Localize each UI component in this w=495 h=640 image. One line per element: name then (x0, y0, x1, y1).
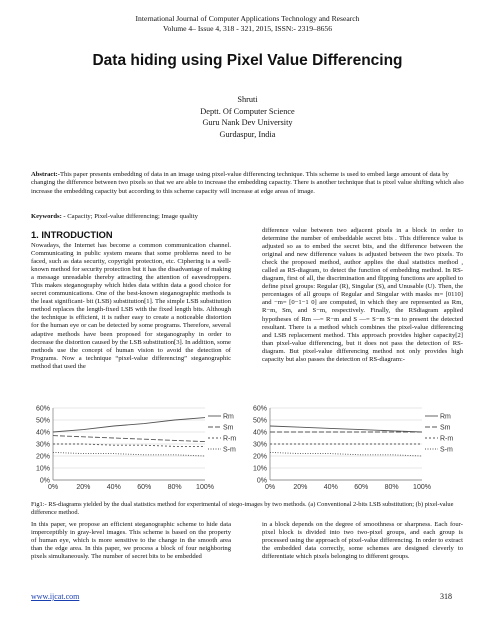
y-tick-label: 10% (252, 465, 267, 473)
y-tick-label: 10% (35, 465, 50, 473)
y-tick-label: 40% (35, 429, 50, 437)
y-tick-label: 0% (39, 477, 50, 485)
author-block (0, 94, 495, 140)
author-dept: Deptt. Of Computer Science (200, 106, 295, 116)
legend-label: Rm (440, 413, 451, 421)
series-line-s-m (53, 452, 205, 456)
legend-label: S-m (223, 446, 236, 454)
intro-column-left: Nowadays, the Internet has become a common communication channel. Communicating in public system means that some problems need to be faced, such as data security, copyright protection, etc. Ciphering is a well-known method for security protection but it has the disadvantage of making a message unreadable thereby attracting the attention of eavesdroppers. This makes steganography which hides data within data a good choice for secret communications. One of the best-known steganographic methods is the least significant- bit (LSB) substitution[1]. The simple LSB substitution method replaces the length-fixed LSB with the fixed length bits. Although the technique is efficient, it is rather easy to create a noticeable distortion for the human eye or can be detected by some programs. Therefore, several adaptive methods have been proposed for steganography in order to decrease the distortion caused by the LSB substitution[3]. In addition, some methods use the concept of human vision to avoid the detection of Programs. Now a technique “pixel-value differencing” steganographic method that used the (31, 242, 231, 370)
x-tick-label: 60% (354, 484, 369, 491)
y-tick-label: 20% (252, 453, 267, 461)
series-line-s-m (270, 452, 422, 456)
section-heading: 1. INTRODUCTION (31, 230, 113, 240)
series-line-r-m (53, 444, 205, 446)
abstract-text: This paper presents embedding of data in an image using pixel-value differencing technique. This scheme is used to embed large amount of data by changing the difference between two pixels so that we are able to increase the embedding capacity. There is another technique that is pixel value shifting which also increase the embedding capacity but according to this scheme capacity will increase at edge areas of image. (31, 171, 464, 195)
rs-diagram-b (248, 402, 464, 498)
x-tick-label: 0% (47, 484, 59, 491)
page-number: 318 (440, 592, 452, 601)
author-university: Guru Nank Dev University (202, 118, 293, 127)
y-tick-label: 60% (252, 405, 267, 413)
paper-title: Data hiding using Pixel Value Differencing (92, 52, 403, 69)
x-tick-label: 80% (384, 484, 399, 491)
x-tick-label: 40% (323, 484, 338, 491)
journal-header (0, 14, 495, 34)
figure-caption: Fig1:- RS-diagrams yielded by the dual statistics method for experimental of stego-images by two methods. (a) Conventional 2-bits LSB substitution; (b) pixel-value difference method. (31, 501, 454, 516)
abstract-label: Abstract:- (31, 171, 60, 178)
legend-label: S-m (440, 446, 453, 454)
y-tick-label: 40% (252, 429, 267, 437)
journal-title: International Journal of Computer Applications Technology and Research (135, 14, 360, 23)
footer-link[interactable]: www.ijcat.com (31, 592, 80, 601)
x-tick-label: 80% (167, 484, 182, 491)
rs-diagram-a (31, 402, 247, 498)
series-line-sm (53, 436, 205, 442)
x-tick-label: 100% (413, 484, 431, 491)
body-column-left: In this paper, we propose an efficient steganographic scheme to hide data imperceptibly in gray-level images. This scheme is based on the property of human eye, which is more sensitive to the change in the smooth area than the edge area. In this paper, we process a block of four neighboring pixels simultaneously. The number of secret bits to be embedded (31, 521, 231, 561)
x-tick-label: 0% (264, 484, 276, 491)
intro-column-right: difference value between two adjacent pixels in a block in order to determine the number of embeddable secret bits . This difference value is adjusted so as to embed the secret bits, and the difference between the original and new difference values is adjusted between the two pixels. To check the proposed method, author applies the dual statistics method , called as RS-diagram, to detect the function of embedding method. In RS-diagram, first of all, the discrimination and flipping functions are applied to define pixel groups: Regular (R), Singular (S), and Unusable (U). Then, the percentages of all groups of Regular and Singular with masks m= [0110] and −m= [0−1−1 0] are computed, in which they are represented as Rm, R−m, Sm, and S−m, respectively. Finally, the RSdiagram applied hypotheses of Rm —= R−m and S —= S−m S−m to present the detected resultant. There is a method which combines the pixel-value differencing and LSB replacement method. This approach provides higher capacity[2] than pixel-value differencing, but it does not pass the detection of RS-diagram. But pixel-value differencing method not only provides high capacity but also passes the detection of RS-diagram:- (262, 227, 463, 363)
legend-label: Sm (440, 424, 451, 432)
legend-label: Rm (223, 413, 234, 421)
keywords-label: Keywords: - (31, 213, 66, 220)
y-tick-label: 0% (256, 477, 267, 485)
author-name: Shruti (237, 95, 258, 104)
keywords (31, 213, 464, 221)
legend-label: Sm (223, 424, 234, 432)
y-tick-label: 30% (35, 441, 50, 449)
body-column-right: in a block depends on the degree of smoothness or sharpness. Each four-pixel block is divided into two two-pixel groups, and each group is processed using the approach of pixel-value differencing. In order to extract the embedded data correctly, some schemes are designed cleverly to differentiate which pixels belonging to different groups. (262, 521, 463, 561)
legend-label: R-m (223, 435, 237, 443)
legend-label: R-m (440, 435, 454, 443)
y-tick-label: 60% (35, 405, 50, 413)
series-line-rm (270, 426, 422, 432)
y-tick-label: 50% (35, 417, 50, 425)
x-tick-label: 60% (137, 484, 152, 491)
x-tick-label: 100% (196, 484, 214, 491)
keywords-text: Capacity; Pixel-value differencing; Image quality (65, 213, 198, 220)
y-tick-label: 20% (35, 453, 50, 461)
x-tick-label: 40% (106, 484, 121, 491)
y-tick-label: 30% (252, 441, 267, 449)
y-tick-label: 50% (252, 417, 267, 425)
x-tick-label: 20% (76, 484, 91, 491)
author-city: Gurdaspur, India (219, 129, 276, 139)
x-tick-label: 20% (293, 484, 308, 491)
journal-volume: Volume 4– Issue 4, 318 - 321, 2015, ISSN:- 2319–8656 (162, 24, 333, 33)
abstract (31, 171, 464, 196)
